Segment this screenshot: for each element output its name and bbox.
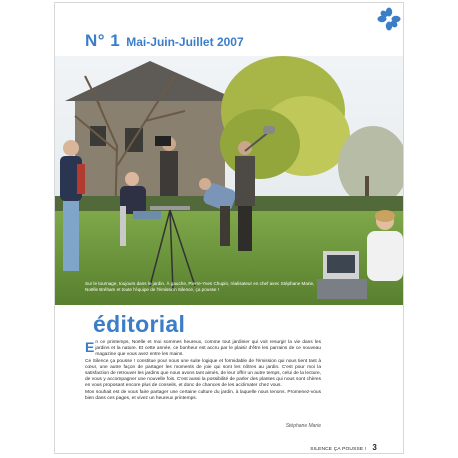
editorial-body <box>85 340 321 402</box>
photo-caption: Sur le tournage, toujours dans le jardin. À gauche, Pierre-Yves Chupin, réalisateur en chef avec Stéphane Marie, Noëlle Bréham et toute l'équipe de l'émission Silence, ça pousse ! <box>85 281 315 292</box>
filming-scene-illustration <box>55 56 403 305</box>
drop-cap: E <box>85 339 95 355</box>
signature: Stéphane Marie <box>285 423 321 429</box>
flower-logo-icon <box>377 7 401 31</box>
page-number: 3 <box>372 443 377 452</box>
editorial-paragraph: Mon souhait est de vous faire partager une certaine culture du jardin, à laquelle nous tenons. Promenez-vous bien dans ces pages, et vivez un heureux printemps. <box>85 389 321 401</box>
editorial-paragraph: Ce Silence ça pousse ! constitue pour nous une suite logique et formidable de l'émission qui nous tient tant à cœur, une autre façon de partager les moments de joie qui sont les nôtres au jardin. C'est pour moi la satisfaction de retrouver les jardins que nous avons tant aimés, de leur offrir un autre temps, celui de la lecture, de vous y accompagner une nouvelle fois. C'est aussi la possibilité de parler des plantes qui nous sont chères en vous proposant encore plus de conseils, et donc de chances de les acclimater chez vous. <box>85 358 321 389</box>
editorial-title: éditorial <box>93 311 186 337</box>
magazine-page <box>55 3 403 453</box>
page-footer <box>310 443 377 452</box>
editorial-paragraph: En ce printemps, Noëlle et moi sommes heureux, comme tout jardinier qui voit resurgir la vie dans les jardins et la nature. Et cette année, ce bonheur est accru par le plaisir d'être les parrains de ce nouveau magazine que vous avez entre les mains. <box>85 339 321 358</box>
issue-number: N° 1 <box>85 31 121 50</box>
issue-header <box>85 31 244 51</box>
magazine-name: SILENCE ÇA POUSSE ! <box>310 447 367 452</box>
issue-period: Mai-Juin-Juillet 2007 <box>126 35 244 49</box>
garden-photo <box>55 56 403 305</box>
